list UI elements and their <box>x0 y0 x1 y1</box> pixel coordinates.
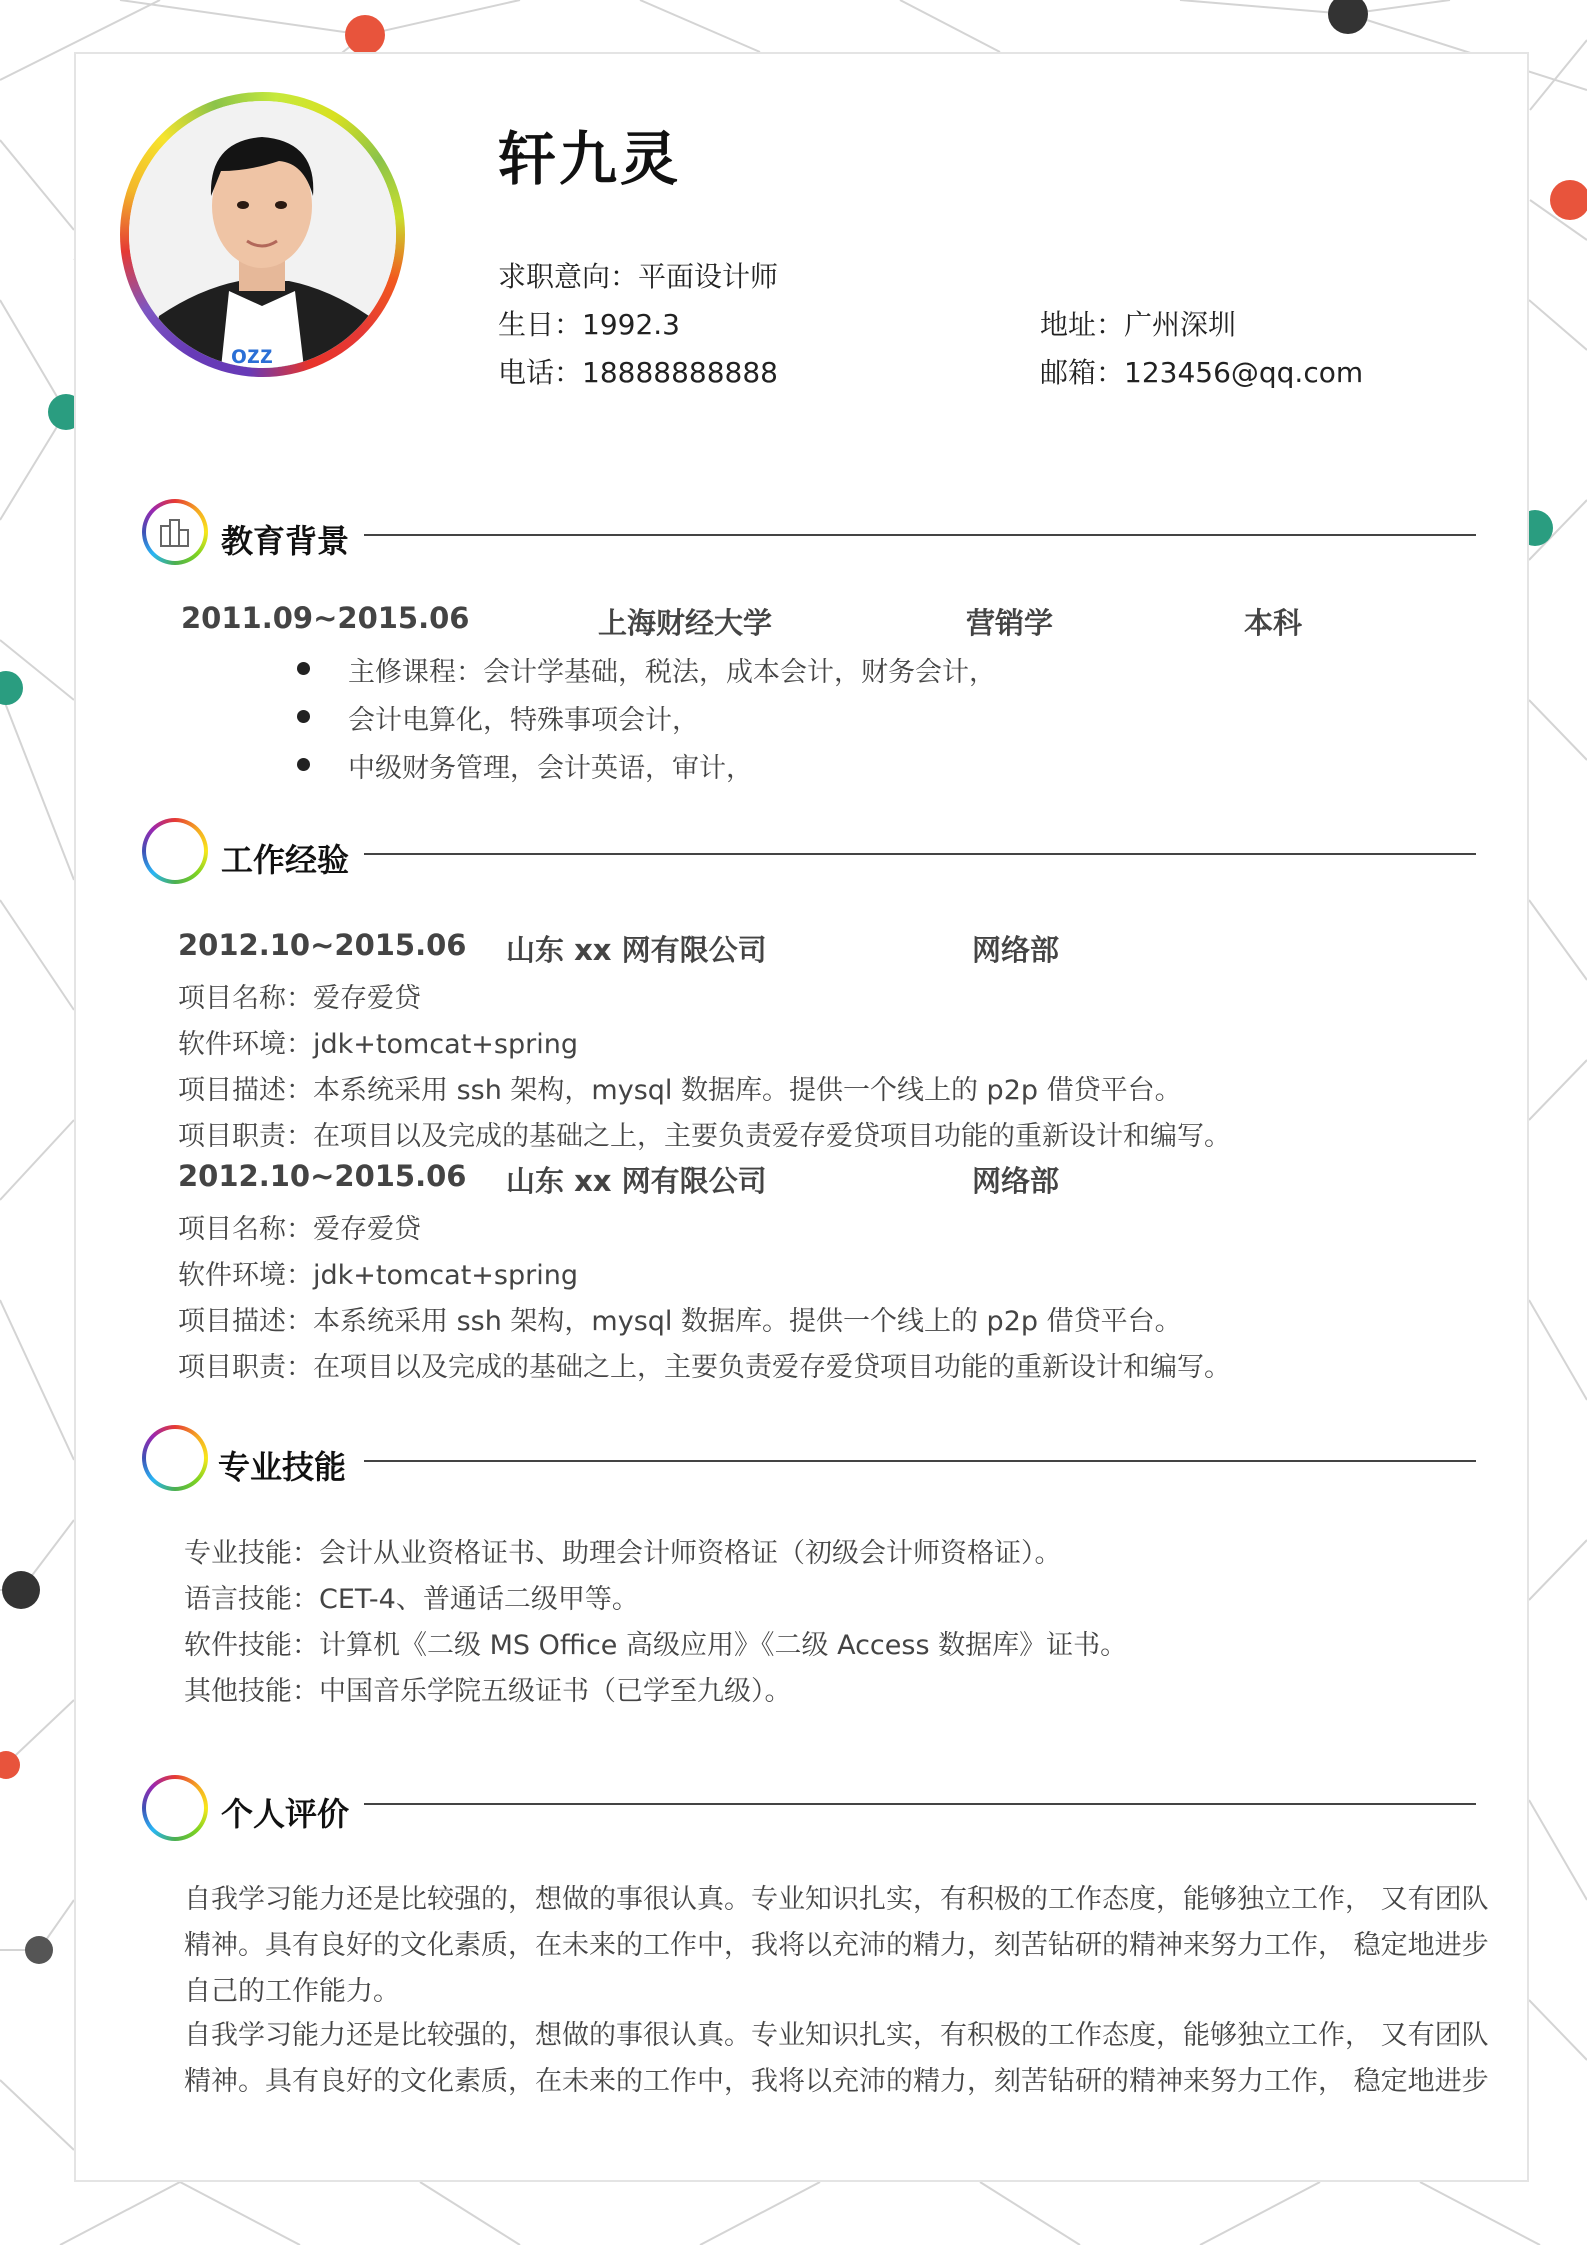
bullet <box>297 758 310 771</box>
course-line: 中级财务管理，会计英语，审计， <box>348 753 753 784</box>
skills-icon <box>142 1425 208 1491</box>
skills-divider <box>364 1460 1476 1462</box>
work-detail: 项目职责：在项目以及完成的基础之上，主要负责爱存爱贷项目功能的重新设计和编写。 <box>178 1352 1231 1383</box>
education-divider <box>364 534 1476 536</box>
course-line: 主修课程：会计学基础，税法，成本会计，财务会计， <box>348 657 996 688</box>
work-department: 网络部 <box>972 933 1060 967</box>
education-icon <box>142 499 208 565</box>
address: 地址：广州深圳 <box>1040 308 1237 341</box>
work-detail: 软件环境：jdk+tomcat+spring <box>178 1260 578 1291</box>
skill-line: 语言技能：CET-4、普通话二级甲等。 <box>184 1584 639 1615</box>
evaluation-line: 自己的工作能力。 <box>184 1976 400 2007</box>
evaluation-line: 精神。具有良好的文化素质，在未来的工作中，我将以充沛的精力，刻苦钻研的精神来努力工作， 稳定地进步 <box>184 2066 1489 2097</box>
work-detail: 项目名称：爱存爱贷 <box>178 1214 421 1245</box>
avatar <box>120 92 405 377</box>
phone: 电话：18888888888 <box>498 356 778 389</box>
education-degree: 本科 <box>1244 606 1303 640</box>
work-period: 2012.10~2015.06 <box>178 1159 467 1193</box>
course-line: 会计电算化，特殊事项会计， <box>348 705 699 736</box>
work-detail: 项目描述：本系统采用 ssh 架构，mysql 数据库。提供一个线上的 p2p 借贷平台。 <box>178 1075 1182 1106</box>
work-detail: 项目职责：在项目以及完成的基础之上，主要负责爱存爱贷项目功能的重新设计和编写。 <box>178 1121 1231 1152</box>
skill-line: 专业技能：会计从业资格证书、助理会计师资格证（初级会计师资格证）。 <box>184 1538 1062 1569</box>
work-detail: 项目描述：本系统采用 ssh 架构，mysql 数据库。提供一个线上的 p2p 借贷平台。 <box>178 1306 1182 1337</box>
evaluation-icon <box>142 1775 208 1841</box>
candidate-name: 轩九灵 <box>498 125 682 193</box>
work-period: 2012.10~2015.06 <box>178 928 467 962</box>
education-period: 2011.09~2015.06 <box>181 601 470 635</box>
evaluation-line: 自我学习能力还是比较强的，想做的事很认真。专业知识扎实，有积极的工作态度，能够独立工作， 又有团队 <box>184 1884 1489 1915</box>
education-major: 营销学 <box>966 606 1054 640</box>
work-detail: 项目名称：爱存爱贷 <box>178 983 421 1014</box>
evaluation-line: 自我学习能力还是比较强的，想做的事很认真。专业知识扎实，有积极的工作态度，能够独立工作， 又有团队 <box>184 2020 1489 2051</box>
evaluation-line: 精神。具有良好的文化素质，在未来的工作中，我将以充沛的精力，刻苦钻研的精神来努力工作， 稳定地进步 <box>184 1930 1489 1961</box>
email: 邮箱：123456@qq.com <box>1040 356 1364 389</box>
work-icon <box>142 818 208 884</box>
bullet <box>297 662 310 675</box>
work-divider <box>364 853 1476 855</box>
profile-photo <box>129 101 396 368</box>
work-company: 山东 xx 网有限公司 <box>506 933 767 967</box>
birthday: 生日：1992.3 <box>498 308 680 341</box>
work-detail: 软件环境：jdk+tomcat+spring <box>178 1029 578 1060</box>
work-department: 网络部 <box>972 1164 1060 1198</box>
shirt-print: ozz <box>231 339 273 368</box>
work-company: 山东 xx 网有限公司 <box>506 1164 767 1198</box>
skill-line: 软件技能：计算机《二级 MS Office 高级应用》《二级 Access 数据库》证书。 <box>184 1630 1128 1661</box>
work-title: 工作经验 <box>221 841 350 879</box>
evaluation-title: 个人评价 <box>221 1795 350 1833</box>
skills-title: 专业技能 <box>218 1448 347 1486</box>
education-title: 教育背景 <box>221 522 350 560</box>
bullet <box>297 710 310 723</box>
education-school: 上海财经大学 <box>598 606 773 640</box>
skill-line: 其他技能：中国音乐学院五级证书（已学至九级）。 <box>184 1676 792 1707</box>
job-intent: 求职意向：平面设计师 <box>498 260 779 293</box>
evaluation-divider <box>364 1803 1476 1805</box>
